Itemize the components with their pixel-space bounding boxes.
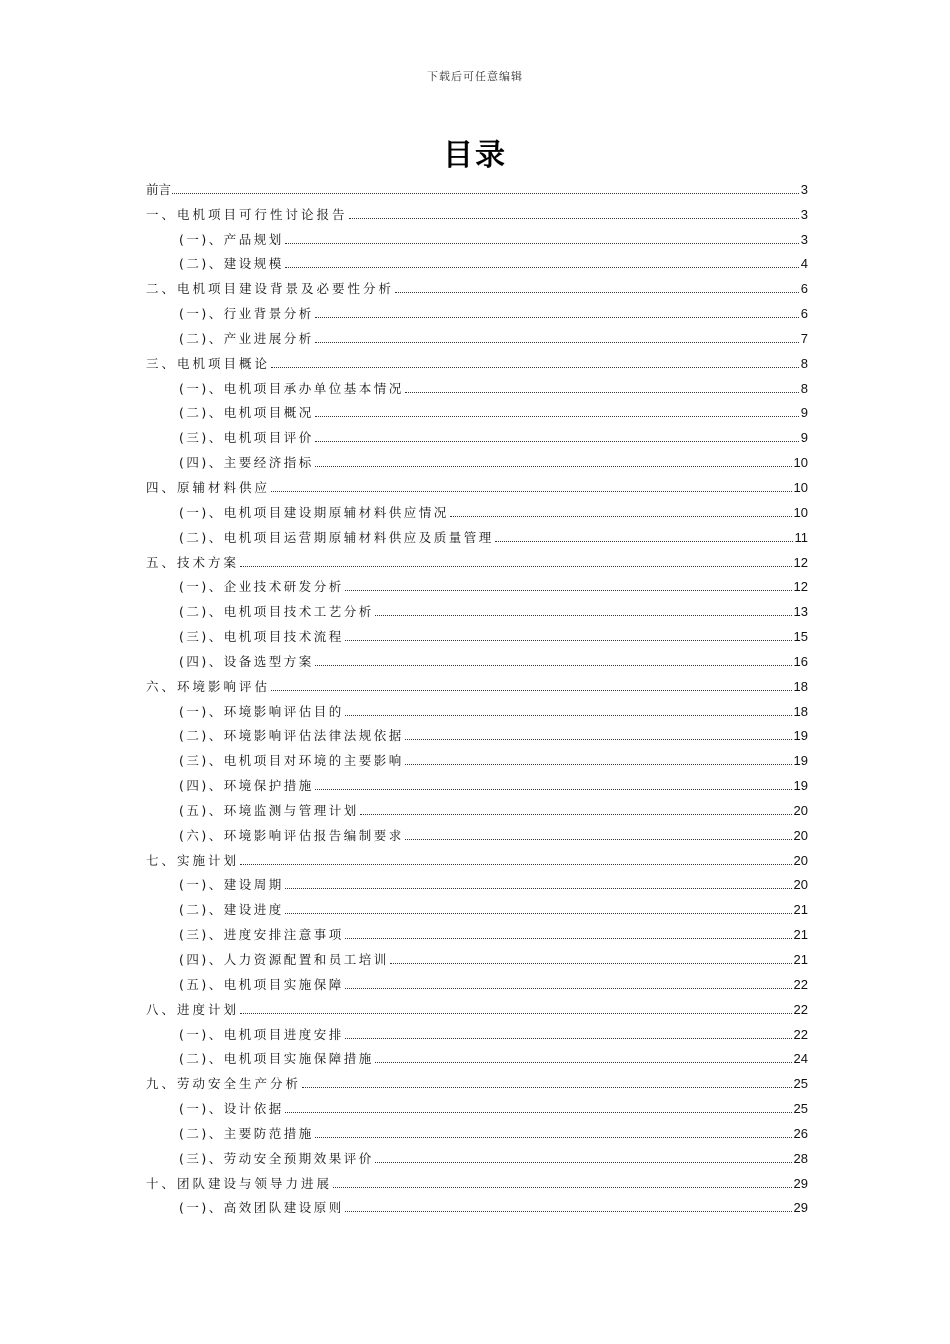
toc-entry-label: (三)、电机项目评价 — [179, 430, 314, 446]
toc-dot-leader — [302, 1087, 792, 1088]
toc-dot-leader — [271, 690, 792, 691]
toc-dot-leader — [345, 988, 792, 989]
toc-dot-leader — [345, 1038, 792, 1039]
toc-entry-label: (二)、电机项目概况 — [179, 405, 314, 421]
toc-entry-page-number: 10 — [793, 455, 808, 471]
toc-entry[interactable] — [146, 970, 808, 995]
toc-entry-page-number: 19 — [793, 728, 808, 744]
toc-entry-label: (二)、产业进展分析 — [179, 330, 314, 346]
toc-entry-page-number: 6 — [800, 306, 808, 322]
toc-entry-label: 八、进度计划 — [146, 1001, 240, 1017]
toc-dot-leader — [345, 938, 792, 939]
toc-entry-page-number: 20 — [793, 852, 808, 868]
toc-entry-page-number: 20 — [793, 877, 808, 893]
toc-entry[interactable] — [146, 1094, 808, 1119]
toc-dot-leader — [345, 715, 792, 716]
toc-entry[interactable] — [146, 1194, 808, 1219]
toc-entry-label: 九、劳动安全生产分析 — [146, 1076, 302, 1092]
toc-entry-page-number: 8 — [800, 380, 808, 396]
toc-entry-page-number: 13 — [793, 604, 808, 620]
toc-entry-label: 五、技术方案 — [146, 554, 240, 570]
toc-dot-leader — [495, 541, 793, 542]
toc-entry-page-number: 16 — [793, 653, 808, 669]
toc-entry-label: (三)、电机项目技术流程 — [179, 629, 344, 645]
toc-entry-label: (五)、环境监测与管理计划 — [179, 802, 359, 818]
toc-entry[interactable] — [146, 523, 808, 548]
toc-entry-page-number: 12 — [793, 554, 808, 570]
toc-entry-page-number: 3 — [800, 231, 808, 247]
toc-entry-label: (三)、劳动安全预期效果评价 — [179, 1150, 374, 1166]
toc-entry[interactable] — [146, 548, 808, 573]
toc-entry[interactable] — [146, 1069, 808, 1094]
toc-dot-leader — [271, 491, 792, 492]
toc-entry[interactable] — [146, 473, 808, 498]
toc-entry-label: 一、电机项目可行性讨论报告 — [146, 206, 348, 222]
toc-dot-leader — [405, 739, 792, 740]
toc-entry[interactable] — [146, 945, 808, 970]
toc-entry-page-number: 4 — [800, 256, 808, 272]
toc-entry-label: (二)、电机项目运营期原辅材料供应及质量管理 — [179, 529, 494, 545]
toc-entry[interactable] — [146, 498, 808, 523]
toc-entry-page-number: 24 — [793, 1051, 808, 1067]
toc-entry-page-number: 26 — [793, 1125, 808, 1141]
toc-entry[interactable] — [146, 175, 808, 200]
toc-dot-leader — [315, 1137, 792, 1138]
toc-entry[interactable] — [146, 324, 808, 349]
toc-entry-page-number: 25 — [793, 1101, 808, 1117]
toc-entry[interactable] — [146, 672, 808, 697]
toc-dot-leader — [349, 218, 799, 219]
toc-entry-label: 二、电机项目建设背景及必要性分析 — [146, 281, 395, 297]
toc-entry[interactable] — [146, 895, 808, 920]
toc-entry-page-number: 21 — [793, 902, 808, 918]
toc-entry[interactable] — [146, 821, 808, 846]
toc-entry[interactable] — [146, 746, 808, 771]
toc-dot-leader — [285, 243, 799, 244]
toc-dot-leader — [345, 590, 792, 591]
toc-entry-page-number: 22 — [793, 1026, 808, 1042]
toc-entry[interactable] — [146, 225, 808, 250]
toc-entry-label: (三)、进度安排注意事项 — [179, 927, 344, 943]
toc-dot-leader — [375, 1162, 792, 1163]
toc-entry[interactable] — [146, 597, 808, 622]
toc-entry-label: (三)、电机项目对环境的主要影响 — [179, 753, 404, 769]
toc-entry-page-number: 22 — [793, 976, 808, 992]
toc-entry-label: (二)、电机项目技术工艺分析 — [179, 604, 374, 620]
toc-entry-page-number: 15 — [793, 629, 808, 645]
toc-entry[interactable] — [146, 374, 808, 399]
toc-entry-label: (二)、建设进度 — [179, 902, 284, 918]
toc-dot-leader — [172, 193, 799, 194]
toc-entry[interactable] — [146, 995, 808, 1020]
toc-entry-page-number: 29 — [793, 1175, 808, 1191]
toc-dot-leader — [333, 1187, 792, 1188]
toc-dot-leader — [450, 516, 792, 517]
toc-entry[interactable] — [146, 920, 808, 945]
toc-entry-label: (四)、环境保护措施 — [179, 778, 314, 794]
toc-entry-page-number: 8 — [800, 355, 808, 371]
toc-dot-leader — [240, 566, 792, 567]
toc-entry-label: (一)、设计依据 — [179, 1101, 284, 1117]
toc-dot-leader — [360, 814, 792, 815]
toc-entry-page-number: 9 — [800, 405, 808, 421]
toc-dot-leader — [240, 864, 792, 865]
toc-entry[interactable] — [146, 647, 808, 672]
toc-entry[interactable] — [146, 796, 808, 821]
page-title: 目录 — [443, 138, 507, 173]
toc-entry[interactable] — [146, 1020, 808, 1045]
toc-dot-leader — [285, 888, 792, 889]
toc-entry-page-number: 3 — [800, 181, 808, 197]
toc-entry-page-number: 7 — [800, 330, 808, 346]
toc-dot-leader — [240, 1013, 792, 1014]
toc-entry-label: (一)、电机项目进度安排 — [179, 1026, 344, 1042]
toc-entry-label: 七、实施计划 — [146, 852, 240, 868]
toc-entry[interactable] — [146, 846, 808, 871]
toc-entry[interactable] — [146, 423, 808, 448]
toc-dot-leader — [315, 466, 792, 467]
toc-entry-label: (一)、环境影响评估目的 — [179, 703, 344, 719]
toc-entry-label: 四、原辅材料供应 — [146, 479, 271, 495]
toc-entry-page-number: 21 — [793, 927, 808, 943]
toc-entry-page-number: 19 — [793, 778, 808, 794]
toc-dot-leader — [315, 441, 799, 442]
toc-entry[interactable] — [146, 399, 808, 424]
toc-entry-page-number: 11 — [794, 529, 808, 545]
toc-entry-page-number: 29 — [793, 1200, 808, 1216]
toc-dot-leader — [375, 1062, 792, 1063]
toc-dot-leader — [285, 267, 799, 268]
toc-entry[interactable] — [146, 573, 808, 598]
toc-entry[interactable] — [146, 299, 808, 324]
toc-entry-label: (二)、建设规模 — [179, 256, 284, 272]
toc-entry-page-number: 6 — [800, 281, 808, 297]
toc-entry-label: (一)、产品规划 — [179, 231, 284, 247]
toc-entry-page-number: 20 — [793, 827, 808, 843]
toc-entry-page-number: 10 — [793, 504, 808, 520]
toc-entry[interactable] — [146, 1144, 808, 1169]
toc-entry[interactable] — [146, 771, 808, 796]
toc-entry[interactable] — [146, 349, 808, 374]
toc-entry-label: (二)、电机项目实施保障措施 — [179, 1051, 374, 1067]
toc-entry-page-number: 25 — [793, 1076, 808, 1092]
toc-entry-label: (五)、电机项目实施保障 — [179, 976, 344, 992]
header-note: 下载后可任意编辑 — [427, 70, 523, 83]
toc-entry-page-number: 18 — [793, 703, 808, 719]
toc-entry-page-number: 12 — [793, 579, 808, 595]
toc-entry-label: 十、团队建设与领导力进展 — [146, 1175, 333, 1191]
toc-entry-label: (四)、设备选型方案 — [179, 653, 314, 669]
toc-entry-page-number: 18 — [793, 678, 808, 694]
toc-dot-leader — [315, 416, 799, 417]
toc-entry[interactable] — [146, 622, 808, 647]
toc-entry-page-number: 21 — [793, 952, 808, 967]
toc-entry-label: 前言 — [146, 181, 172, 197]
toc-entry-page-number: 28 — [793, 1150, 808, 1166]
toc-entry-page-number: 20 — [793, 802, 808, 818]
toc-dot-leader — [405, 764, 792, 765]
toc-entry-label: (一)、高效团队建设原则 — [179, 1200, 344, 1216]
toc-entry-page-number: 19 — [793, 753, 808, 769]
toc-dot-leader — [315, 665, 792, 666]
toc-entry[interactable] — [146, 448, 808, 473]
toc-entry-label: (一)、建设周期 — [179, 877, 284, 893]
toc-entry[interactable] — [146, 274, 808, 299]
toc-entry-page-number: 3 — [800, 206, 808, 222]
toc-dot-leader — [375, 615, 792, 616]
toc-entry-label: (一)、行业背景分析 — [179, 306, 314, 322]
toc-entry[interactable] — [146, 1119, 808, 1144]
toc-entry-page-number: 22 — [793, 1001, 808, 1017]
toc-entry-label: 三、电机项目概论 — [146, 355, 271, 371]
toc-entry-page-number: 10 — [793, 479, 808, 495]
toc-dot-leader — [390, 963, 792, 964]
toc-dot-leader — [405, 392, 799, 393]
toc-dot-leader — [345, 1211, 792, 1212]
toc-entry-label: (一)、电机项目建设期原辅材料供应情况 — [179, 504, 449, 520]
toc-entry[interactable] — [146, 1045, 808, 1070]
toc-entry[interactable] — [146, 250, 808, 275]
toc-entry[interactable] — [146, 697, 808, 722]
toc-entry[interactable] — [146, 871, 808, 896]
toc-dot-leader — [271, 367, 799, 368]
toc-dot-leader — [405, 839, 792, 840]
toc-dot-leader — [315, 342, 799, 343]
toc-entry-label: (四)、人力资源配置和员工培训 — [179, 952, 389, 967]
toc-entry[interactable] — [146, 722, 808, 747]
toc-entry-label: (四)、主要经济指标 — [179, 455, 314, 471]
toc-entry-label: 六、环境影响评估 — [146, 678, 271, 694]
toc-dot-leader — [395, 292, 799, 293]
toc-entry[interactable] — [146, 1169, 808, 1194]
toc-dot-leader — [345, 640, 792, 641]
toc-entry[interactable] — [146, 200, 808, 225]
toc-dot-leader — [315, 789, 792, 790]
toc-entry-label: (二)、主要防范措施 — [179, 1125, 314, 1141]
table-of-contents — [146, 175, 808, 1218]
toc-entry-label: (六)、环境影响评估报告编制要求 — [179, 827, 404, 843]
toc-entry-label: (二)、环境影响评估法律法规依据 — [179, 728, 404, 744]
toc-dot-leader — [285, 913, 792, 914]
toc-dot-leader — [315, 317, 799, 318]
toc-entry-label: (一)、电机项目承办单位基本情况 — [179, 380, 404, 396]
toc-dot-leader — [285, 1112, 792, 1113]
toc-entry-label: (一)、企业技术研发分析 — [179, 579, 344, 595]
toc-entry-page-number: 9 — [800, 430, 808, 446]
